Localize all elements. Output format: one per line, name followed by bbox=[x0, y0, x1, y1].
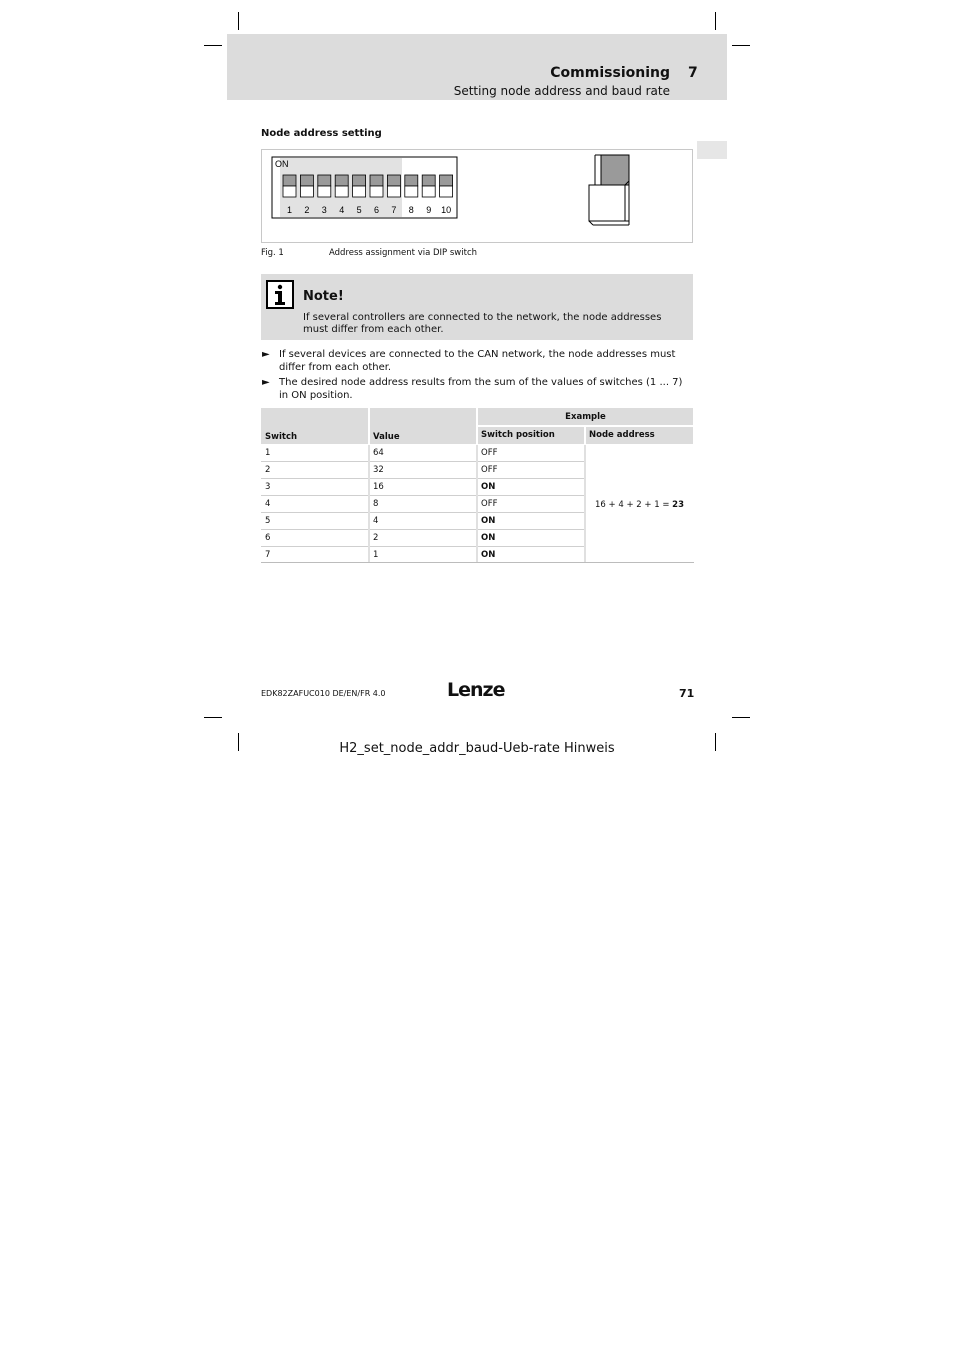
cell-position: OFF bbox=[481, 448, 498, 458]
chapter-title: Commissioning bbox=[550, 65, 670, 81]
col-header-value: Value bbox=[373, 432, 400, 442]
chapter-number: 7 bbox=[688, 65, 698, 81]
dip-switch-lever bbox=[335, 175, 348, 186]
dip-switch-number: 8 bbox=[408, 205, 414, 215]
dip-switch-number: 6 bbox=[373, 205, 380, 215]
dip-switch-slot bbox=[335, 186, 348, 197]
bullet-text: If several devices are connected to the CAN network, the node addresses must differ from each other. bbox=[279, 349, 676, 373]
crop-mark bbox=[732, 717, 750, 718]
figure-number: Fig. 1 bbox=[261, 248, 284, 258]
column-divider bbox=[476, 445, 478, 562]
dip-switch-slot bbox=[422, 186, 435, 197]
node-address-cell bbox=[586, 500, 693, 510]
cell-switch: 3 bbox=[265, 482, 271, 492]
section-subtitle: Setting node address and baud rate bbox=[453, 84, 670, 98]
bullet-text: The desired node address results from the sum of the values of switches (1 ... 7) in ON position. bbox=[279, 377, 683, 401]
col-header-example: Example bbox=[565, 412, 606, 422]
dip-switch-number: 9 bbox=[426, 205, 432, 215]
dip-switch-slot bbox=[440, 186, 453, 197]
dip-switch-lever bbox=[300, 175, 313, 186]
cell-value: 1 bbox=[373, 550, 379, 560]
note-text: If several controllers are connected to the network, the node addresses must differ from each other. bbox=[303, 312, 662, 335]
cell-value: 2 bbox=[373, 533, 379, 543]
cell-position: ON bbox=[481, 550, 496, 560]
dip-switch-number: 10 bbox=[441, 205, 452, 215]
cell-position: ON bbox=[481, 482, 496, 492]
file-label: H2_set_node_addr_baud-Ueb-rate Hinweis bbox=[339, 741, 615, 756]
dip-switch-slot bbox=[300, 186, 313, 197]
chapter-tab-marker bbox=[697, 141, 727, 159]
crop-mark bbox=[204, 717, 222, 718]
col-header-switch-position: Switch position bbox=[481, 430, 555, 440]
dip-switch-number: 4 bbox=[339, 205, 345, 215]
cell-switch: 1 bbox=[265, 448, 271, 458]
section-title: Node address setting bbox=[261, 128, 382, 139]
bullet-icon: ► bbox=[262, 377, 270, 388]
crop-mark bbox=[238, 12, 239, 30]
crop-mark bbox=[732, 45, 750, 46]
dip-switch-slot bbox=[318, 186, 331, 197]
dip-switch-slot bbox=[387, 186, 400, 197]
cell-value: 4 bbox=[373, 516, 379, 526]
cell-value: 32 bbox=[373, 465, 384, 475]
dip-switch-number: 3 bbox=[321, 205, 327, 215]
dip-switch-lever bbox=[353, 175, 366, 186]
column-divider bbox=[368, 445, 370, 562]
dip-switch-slot bbox=[353, 186, 366, 197]
footer-doc-id: EDK82ZAFUC010 DE/EN/FR 4.0 bbox=[261, 689, 386, 698]
dip-switch-number: 7 bbox=[391, 205, 397, 215]
cell-value: 16 bbox=[373, 482, 384, 492]
note-title: Note! bbox=[303, 289, 344, 304]
dip-switch-lever bbox=[440, 175, 453, 186]
cell-position: ON bbox=[481, 533, 496, 543]
node-address-result: 23 bbox=[672, 500, 684, 510]
dip-switch-lever bbox=[283, 175, 296, 186]
col-header-switch: Switch bbox=[265, 432, 298, 442]
dip-switch-lever bbox=[405, 175, 418, 186]
dip-switch-number: 1 bbox=[286, 205, 293, 215]
bullet-icon: ► bbox=[262, 349, 270, 360]
dip-switch-side-view bbox=[585, 152, 635, 228]
dip-switch-lever bbox=[370, 175, 383, 186]
cell-position: OFF bbox=[481, 499, 498, 509]
dip-switch-slot bbox=[370, 186, 383, 197]
cell-value: 64 bbox=[373, 448, 384, 458]
node-address-formula: 16 + 4 + 2 + 1 = bbox=[595, 500, 673, 510]
dip-switch-lever bbox=[387, 175, 400, 186]
dip-switch-number: 2 bbox=[304, 205, 310, 215]
cell-switch: 5 bbox=[265, 516, 271, 526]
cell-switch: 6 bbox=[265, 533, 271, 543]
cell-position: ON bbox=[481, 516, 496, 526]
cell-switch: 2 bbox=[265, 465, 271, 475]
dip-switch-lever bbox=[422, 175, 435, 186]
dip-switch-number: 5 bbox=[356, 205, 362, 215]
page-number: 71 bbox=[679, 687, 695, 700]
dip-on-label: ON bbox=[275, 159, 289, 169]
dip-switch-lever bbox=[318, 175, 331, 186]
lenze-logo: Lenze bbox=[447, 679, 505, 701]
figure-caption: Address assignment via DIP switch bbox=[329, 248, 478, 258]
crop-mark bbox=[715, 12, 716, 30]
cell-position: OFF bbox=[481, 465, 498, 475]
dip-switch-slot bbox=[405, 186, 418, 197]
dip-switch-slot bbox=[283, 186, 296, 197]
cell-switch: 4 bbox=[265, 499, 271, 509]
col-header-node-address: Node address bbox=[589, 430, 655, 440]
cell-switch: 7 bbox=[265, 550, 271, 560]
cell-value: 8 bbox=[373, 499, 379, 509]
table-bottom-rule bbox=[261, 562, 694, 563]
crop-mark bbox=[204, 45, 222, 46]
dip-switch-figure bbox=[270, 155, 460, 221]
info-icon bbox=[266, 280, 294, 309]
